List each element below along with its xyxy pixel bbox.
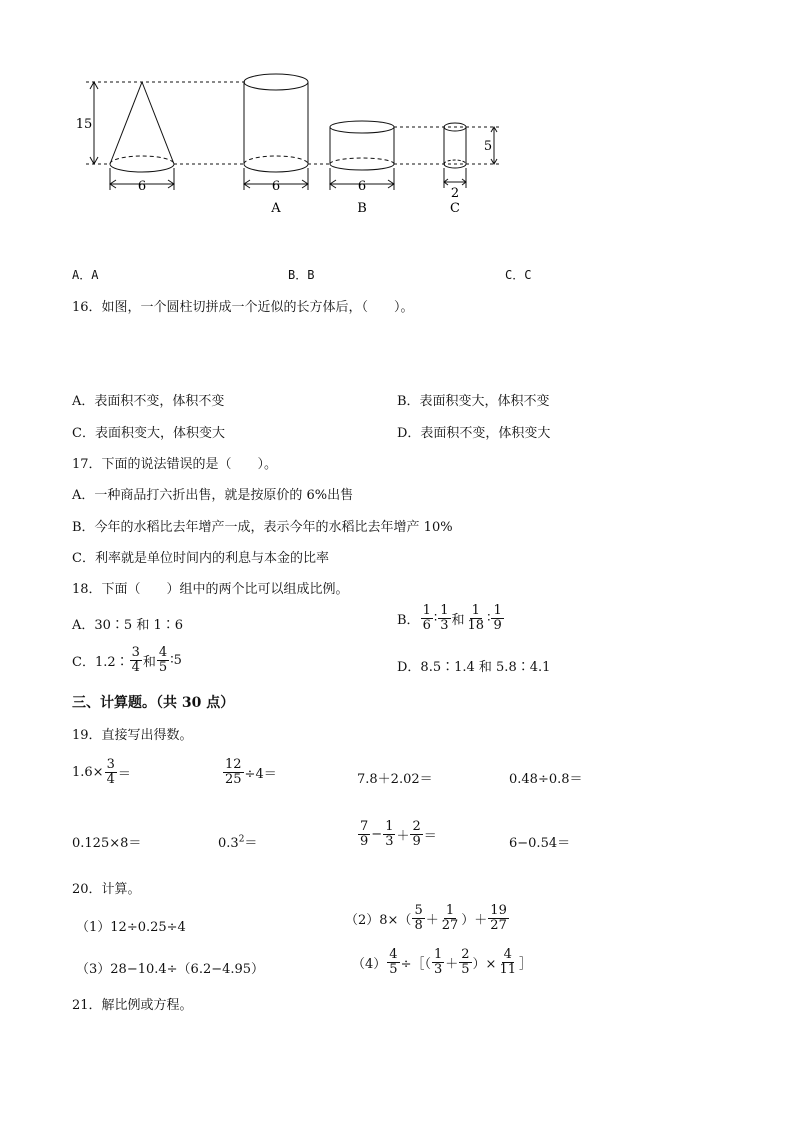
q19-item-7 [357, 820, 437, 848]
q18-c-prefix: C．1.2∶ [72, 654, 129, 670]
fraction: $\frac{1}{3}$ [440, 603, 449, 633]
fraction: $\frac{4}{11}$ [499, 947, 516, 977]
expr-text: ＋ [396, 828, 410, 844]
q17-option-a[interactable]: A．一种商品打六折出售，就是按原价的 6%出售 [72, 488, 354, 503]
q15-option-c[interactable]: C．C [505, 268, 532, 282]
cylinder-a-diameter: 6 [271, 179, 281, 194]
expr-text: ÷［（ [400, 956, 431, 972]
q21-stem: 21．解比例或方程。 [72, 998, 193, 1013]
expr-text: 0.3 [218, 836, 239, 851]
expr-text: ＝ [423, 828, 437, 844]
fraction: $\frac{1}{6}$ [422, 603, 431, 633]
q16-option-a[interactable]: A．表面积不变，体积不变 [72, 394, 225, 409]
cylinder-c-label: C [450, 201, 460, 216]
fraction: $\frac{19}{27}$ [490, 903, 507, 933]
expr-text: （2）8×（ [345, 912, 412, 928]
expr-text: ＋ [425, 912, 439, 928]
q17-stem: 17．下面的说法错误的是（ ）。 [72, 457, 278, 472]
q16-option-c[interactable]: C．表面积变大，体积变大 [72, 426, 225, 441]
fraction: $\frac{2}{9}$ [412, 819, 421, 849]
expr-text: ＝ [117, 766, 131, 782]
q17-option-b[interactable]: B．今年的水稻比去年增产一成，表示今年的水稻比去年增产 10% [72, 520, 453, 535]
geometry-figure [70, 60, 530, 225]
expr-text: ＋ [445, 956, 459, 972]
q19-item-8: 6−0.54＝ [509, 836, 571, 851]
q18-option-c[interactable] [72, 646, 182, 674]
fraction: $\frac{1}{27}$ [441, 903, 459, 933]
cone-height-label: 15 [75, 117, 93, 132]
q16-stem: 16．如图，一个圆柱切拼成一个近似的长方体后，（ ）。 [72, 300, 414, 315]
q19-item-5: 0.125×8＝ [72, 836, 142, 851]
expr-text: （4） [352, 956, 387, 972]
cone-base-label: 6 [137, 179, 147, 194]
fraction: $\frac{1}{18}$ [467, 603, 485, 633]
fraction: $\frac{1}{3}$ [433, 947, 443, 977]
q18-b-prefix: B． [397, 612, 420, 628]
cylinder-a-label: A [271, 201, 281, 216]
fraction: $\frac{1}{3}$ [385, 819, 394, 849]
cylinder-b-label: B [357, 201, 367, 216]
q19-item-6 [218, 832, 257, 851]
expr-text: ］ [519, 956, 533, 972]
expr-text: ）× [472, 956, 497, 972]
fraction: $\frac{4}{5}$ [158, 645, 168, 675]
q16-option-d[interactable]: D．表面积不变，体积变大 [397, 426, 551, 441]
fraction: $\frac{12}{25}$ [225, 757, 242, 787]
q19-item-4: 0.48÷0.8＝ [509, 772, 583, 787]
fraction: $\frac{7}{9}$ [360, 819, 369, 849]
exponent: 2 [238, 834, 245, 845]
fraction: $\frac{3}{4}$ [106, 757, 115, 787]
fraction: $\frac{4}{5}$ [389, 947, 398, 977]
fraction: $\frac{3}{4}$ [131, 645, 140, 675]
q20-part-3: （3）28−10.4÷（6.2−4.95） [76, 962, 265, 977]
q18-option-a[interactable]: A．30∶5 和 1∶6 [72, 618, 184, 633]
q18-c-suffix: ∶5 [170, 652, 182, 668]
q18-option-d[interactable]: D．8.5∶1.4 和 5.8∶4.1 [397, 660, 551, 675]
q19-item-3: 7.8＋2.02＝ [357, 772, 433, 787]
q20-stem: 20．计算。 [72, 882, 141, 897]
expr-text: ÷4＝ [244, 766, 277, 782]
q16-option-b[interactable]: B．表面积变大，体积不变 [397, 394, 550, 409]
q19-item-2 [222, 758, 277, 786]
q19-item-1 [72, 758, 131, 786]
q20-part-1: （1）12÷0.25÷4 [76, 920, 186, 935]
expr-text: ＝ [244, 836, 258, 851]
q18-c-and: 和 [142, 654, 156, 670]
q20-part-2 [345, 904, 510, 932]
q18-stem: 18．下面（ ）组中的两个比可以组成比例。 [72, 582, 349, 597]
fraction: $\frac{5}{8}$ [414, 903, 423, 933]
q19-stem: 19．直接写出得数。 [72, 728, 193, 743]
cylinder-c-height: 5 [483, 139, 493, 154]
cylinder-c-diameter: 2 [450, 186, 460, 201]
q18-b-and: 和 [451, 612, 465, 628]
section-heading: 三、计算题。（共 30 点） [72, 695, 235, 711]
q20-part-4 [352, 948, 532, 976]
q18-option-b[interactable]: B． $\frac{1}{6}$ ∶ $\frac{1}{3}$ 和 $\frac{1}{18}$ ∶ $\frac{1}{9}$ [397, 603, 502, 633]
q15-option-a[interactable]: A．A [72, 268, 99, 282]
q17-option-c[interactable]: C．利率就是单位时间内的利息与本金的比率 [72, 551, 329, 566]
q15-option-b[interactable]: B．B [288, 268, 315, 282]
expr-text: 1.6× [72, 764, 104, 780]
cylinder-b-diameter: 6 [357, 179, 367, 194]
expr-text: ）＋ [461, 912, 488, 928]
fraction: $\frac{2}{5}$ [461, 947, 470, 977]
expr-text: − [371, 826, 383, 842]
fraction: $\frac{1}{9}$ [493, 603, 502, 633]
